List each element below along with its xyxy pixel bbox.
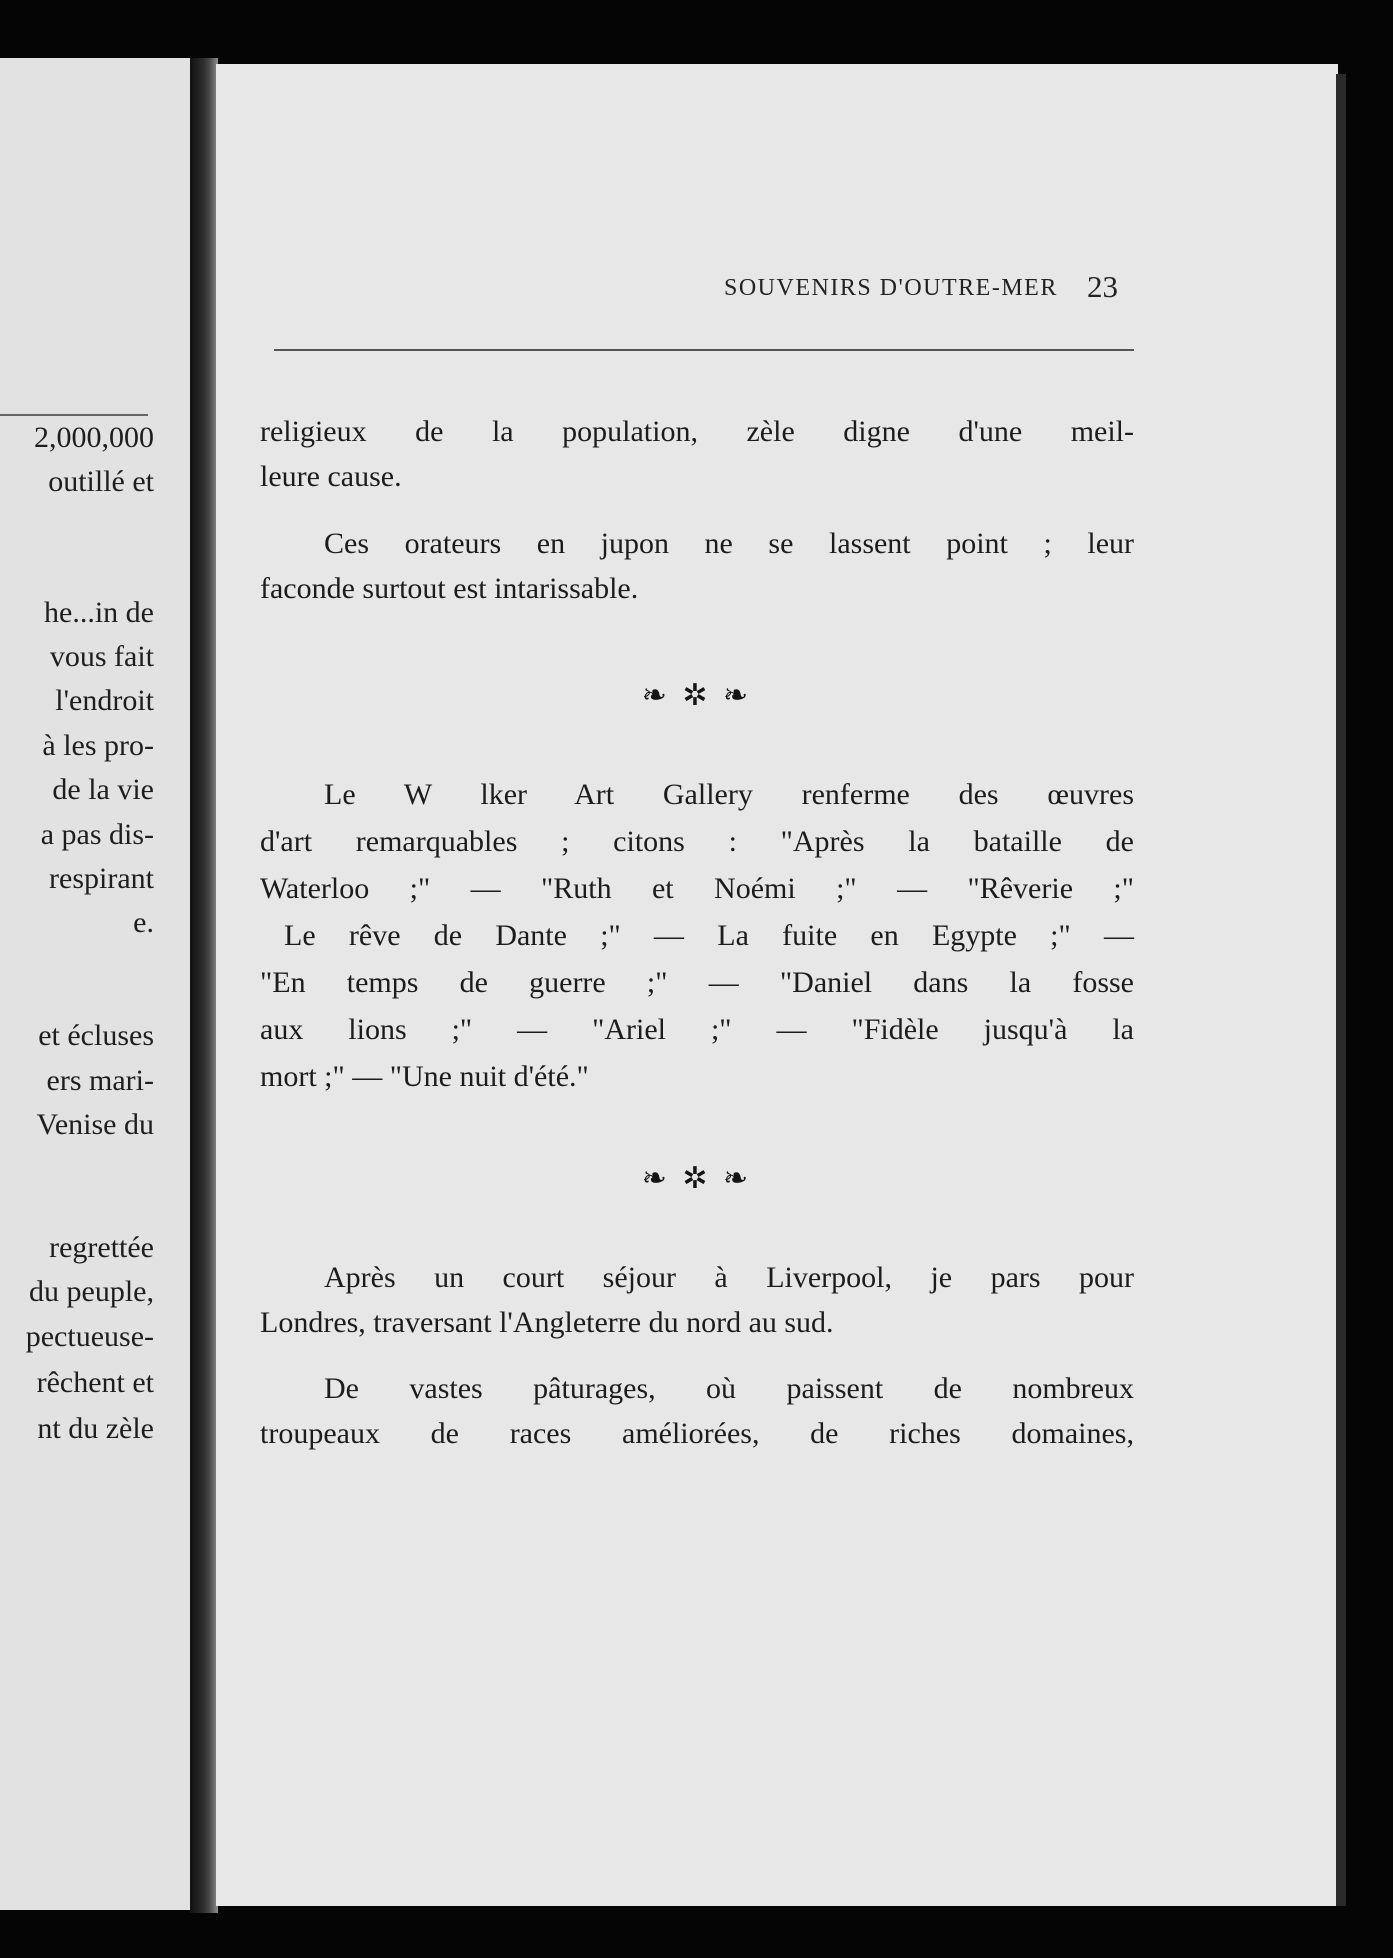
paragraph-line: faconde surtout est intarissable.: [260, 572, 639, 605]
previous-page-line: et écluses: [38, 1019, 154, 1052]
previous-page-line: outillé et: [48, 465, 154, 498]
page-edge: [1336, 74, 1346, 1906]
section-ornament: ❧ ✲ ❧: [641, 1162, 753, 1195]
previous-page-line: vous fait: [49, 640, 154, 673]
paragraph-line: religieux de la population, zèle digne d'une meil-: [260, 415, 1134, 448]
section-ornament: ❧ ✲ ❧: [641, 679, 753, 712]
header-rule: [274, 349, 1134, 351]
paragraph-line: leure cause.: [260, 460, 402, 493]
previous-page-line: à les pro-: [42, 729, 154, 762]
paragraph-line: d'art remarquables ; citons : "Après la bataille de: [260, 825, 1134, 858]
paragraph-line: "En temps de guerre ;" — "Daniel dans la fosse: [260, 966, 1134, 999]
book-spine: [190, 58, 218, 1913]
running-head: [416, 269, 1118, 309]
previous-page-line: e.: [133, 906, 154, 939]
page-number: 23: [1087, 269, 1118, 304]
paragraph-line: De vastes pâturages, où paissent de nombreux: [324, 1372, 1134, 1405]
running-title: SOUVENIRS D'OUTRE-MER: [724, 275, 1058, 301]
paragraph-line: mort ;" — "Une nuit d'été.": [260, 1060, 589, 1093]
paragraph-line: Le rêve de Dante ;" — La fuite en Egypte ;" —: [284, 919, 1134, 952]
previous-page-line: rêchent et: [36, 1366, 154, 1399]
previous-page-line: he...in de: [44, 596, 154, 629]
paragraph-line: Londres, traversant l'Angleterre du nord au sud.: [260, 1306, 834, 1339]
paragraph-line: troupeaux de races améliorées, de riches domaines,: [260, 1417, 1134, 1450]
paragraph-line: Waterloo ;" — "Ruth et Noémi ;" — "Rêverie ;": [260, 872, 1134, 905]
paragraph-line: Ces orateurs en jupon ne se lassent point ; leur: [324, 527, 1134, 560]
paragraph-line: Le W lker Art Gallery renferme des œuvres: [324, 778, 1134, 811]
paragraph-line: Après un court séjour à Liverpool, je pars pour: [324, 1261, 1134, 1294]
previous-page-line: a pas dis-: [40, 818, 154, 851]
previous-page-fragment: [0, 58, 198, 1910]
previous-page-line: l'endroit: [55, 684, 154, 717]
previous-page-line: de la vie: [52, 773, 154, 806]
previous-page-line: regrettée: [49, 1231, 154, 1264]
previous-page-line: respirant: [49, 862, 154, 895]
paragraph-line: aux lions ;" — "Ariel ;" — "Fidèle jusqu'à la: [260, 1013, 1134, 1046]
previous-page-line: nt du zèle: [37, 1412, 154, 1445]
current-page: [216, 64, 1338, 1906]
previous-page-head-rule: [0, 414, 148, 416]
previous-page-line: du peuple,: [29, 1275, 154, 1308]
previous-page-line: 2,000,000: [34, 421, 154, 454]
previous-page-line: Venise du: [36, 1108, 154, 1141]
previous-page-line: pectueuse-: [25, 1320, 154, 1353]
previous-page-line: ers mari-: [46, 1064, 154, 1097]
